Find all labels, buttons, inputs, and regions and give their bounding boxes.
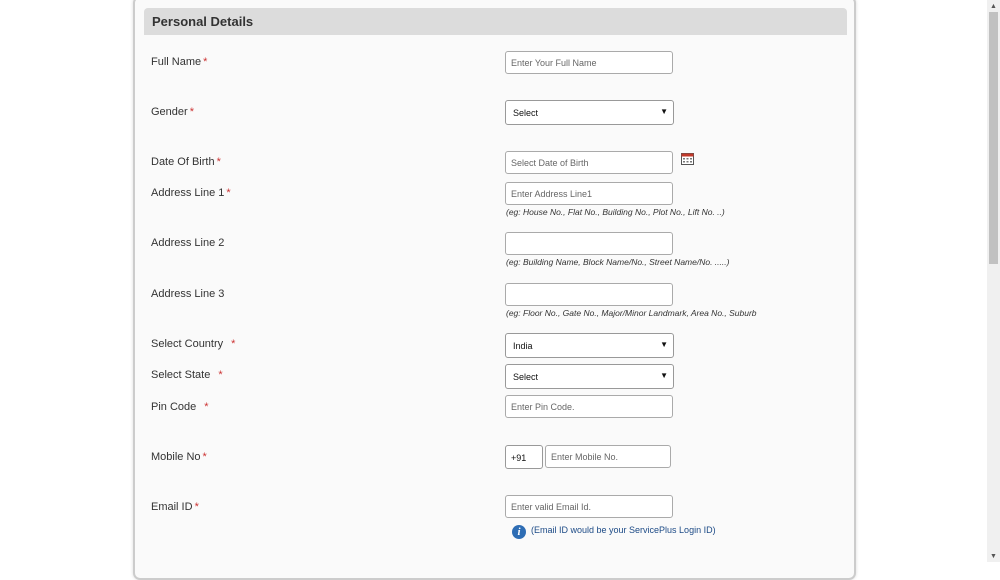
gender-select[interactable]: [505, 100, 674, 125]
chevron-down-icon: ▼: [660, 107, 668, 116]
dob-input[interactable]: [505, 151, 673, 174]
section-title: Personal Details: [152, 14, 254, 29]
address-line-1-hint: (eg: House No., Flat No., Building No., Plot No., Lift No. ..): [506, 207, 725, 217]
gender-select-value: Select: [513, 108, 539, 118]
address-line-3-label: Address Line 3: [151, 288, 225, 300]
gender-label: Gender *: [151, 106, 194, 118]
country-code-field[interactable]: [505, 445, 543, 469]
email-input[interactable]: [505, 495, 673, 518]
mobile-label: Mobile No *: [151, 451, 207, 463]
dob-label: Date Of Birth *: [151, 156, 221, 168]
email-label: Email ID *: [151, 501, 199, 513]
required-marker: *: [204, 401, 209, 413]
personal-details-panel: [133, 0, 856, 580]
scroll-down-icon[interactable]: ▼: [990, 553, 997, 560]
calendar-icon[interactable]: [681, 153, 694, 165]
required-marker: *: [231, 338, 236, 350]
address-line-3-input[interactable]: [505, 283, 673, 306]
country-code-value: +91: [511, 453, 527, 463]
chevron-down-icon: ▼: [660, 371, 668, 380]
full-name-label: Full Name *: [151, 56, 208, 68]
address-line-2-hint: (eg: Building Name, Block Name/No., Street Name/No. .....): [506, 257, 730, 267]
page-scrollbar[interactable]: [987, 0, 1000, 562]
required-marker: *: [203, 56, 208, 68]
info-icon: i: [512, 525, 526, 539]
address-line-2-label: Address Line 2: [151, 237, 225, 249]
required-marker: *: [226, 187, 231, 199]
pin-code-input[interactable]: [505, 395, 673, 418]
state-label: Select State *: [151, 369, 223, 381]
address-line-3-hint: (eg: Floor No., Gate No., Major/Minor Landmark, Area No., Suburb: [506, 308, 757, 318]
state-select-value: Select: [513, 372, 539, 382]
section-header: [144, 8, 847, 35]
mobile-input[interactable]: [545, 445, 671, 468]
address-line-1-input[interactable]: [505, 182, 673, 205]
country-label: Select Country *: [151, 338, 236, 350]
state-select[interactable]: [505, 364, 674, 389]
email-info-text: (Email ID would be your ServicePlus Login ID): [531, 525, 716, 535]
required-marker: *: [189, 106, 194, 118]
address-line-1-label: Address Line 1 *: [151, 187, 231, 199]
required-marker: *: [202, 451, 207, 463]
required-marker: *: [218, 369, 223, 381]
pin-code-label: Pin Code *: [151, 401, 209, 413]
required-marker: *: [216, 156, 221, 168]
country-select[interactable]: [505, 333, 674, 358]
address-line-2-input[interactable]: [505, 232, 673, 255]
required-marker: *: [194, 501, 199, 513]
scrollbar-thumb[interactable]: [989, 12, 998, 264]
country-select-value: India: [513, 341, 533, 351]
scroll-up-icon[interactable]: ▲: [990, 3, 997, 10]
chevron-down-icon: ▼: [660, 340, 668, 349]
full-name-input[interactable]: [505, 51, 673, 74]
